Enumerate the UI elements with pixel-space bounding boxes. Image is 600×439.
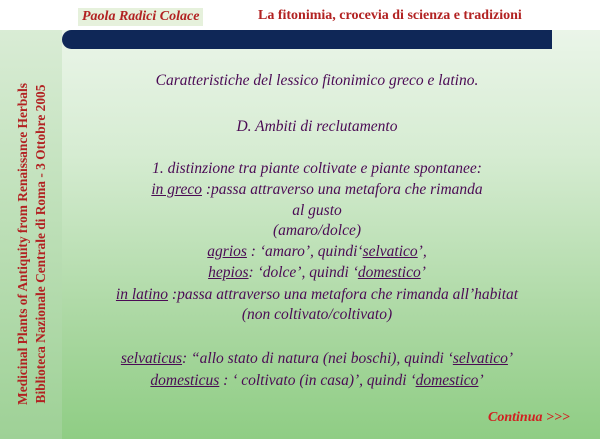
agrios-line (62, 243, 572, 261)
domesticus-word: domesticus (150, 372, 220, 389)
selvaticus-gloss: selvatico (452, 350, 508, 367)
agrios-word: agrios (207, 243, 247, 260)
hepios-mid: : ‘dolce’, quindi ‘ (248, 264, 358, 281)
hepios-gloss: domestico (357, 264, 421, 281)
agrios-mid: : ‘amaro’, quindi‘ (246, 243, 363, 260)
hepios-line (62, 264, 572, 282)
selvaticus-mid: : “allo stato di natura (nei boschi), quindi ‘ (182, 350, 453, 367)
author-name: Paola Radici Colace (78, 8, 203, 26)
domesticus-end: ’ (478, 372, 484, 389)
presentation-title: La fitonimia, crocevia di scienza e tradizioni (258, 8, 522, 23)
slide-heading: Caratteristiche del lessico fitonimico greco e latino. (155, 72, 479, 89)
domesticus-gloss: domestico (415, 372, 479, 389)
greco-line-2: al gusto (292, 202, 342, 219)
section-title: D. Ambiti di reclutamento (236, 118, 398, 135)
title-underline-bar (62, 30, 552, 49)
agrios-gloss: selvatico (362, 243, 418, 260)
agrios-end: ’, (417, 243, 427, 260)
latino-text: :passa attraverso una metafora che rimanda all’habitat (168, 286, 519, 303)
greco-line (62, 181, 572, 199)
conference-venue: Biblioteca Nazionale Centrale di Roma - 3 Ottobre 2005 (33, 84, 48, 404)
latino-line-2: (non coltivato/coltivato) (241, 306, 393, 323)
conference-title: Medicinal Plants of Antiquity from Renaissance Herbals (15, 83, 30, 405)
hepios-word: hepios (208, 264, 249, 281)
point-one: 1. distinzione tra piante coltivate e piante spontanee: (152, 160, 482, 177)
selvaticus-end: ’ (507, 350, 514, 367)
hepios-end: ’ (420, 264, 426, 281)
greco-label: in greco (151, 181, 202, 198)
latino-line (62, 286, 572, 304)
selvaticus-line (62, 350, 572, 368)
domesticus-line (62, 372, 572, 390)
conference-caption (14, 54, 50, 434)
domesticus-mid: : ‘ coltivato (in casa)’, quindi ‘ (219, 372, 416, 389)
greco-line-3: (amaro/dolce) (272, 222, 362, 239)
selvaticus-word: selvaticus (120, 350, 183, 367)
greco-text: :passa attraverso una metafora che rimanda (201, 181, 483, 198)
latino-label: in latino (115, 286, 169, 303)
continua-link[interactable]: Continua >>> (488, 410, 570, 425)
